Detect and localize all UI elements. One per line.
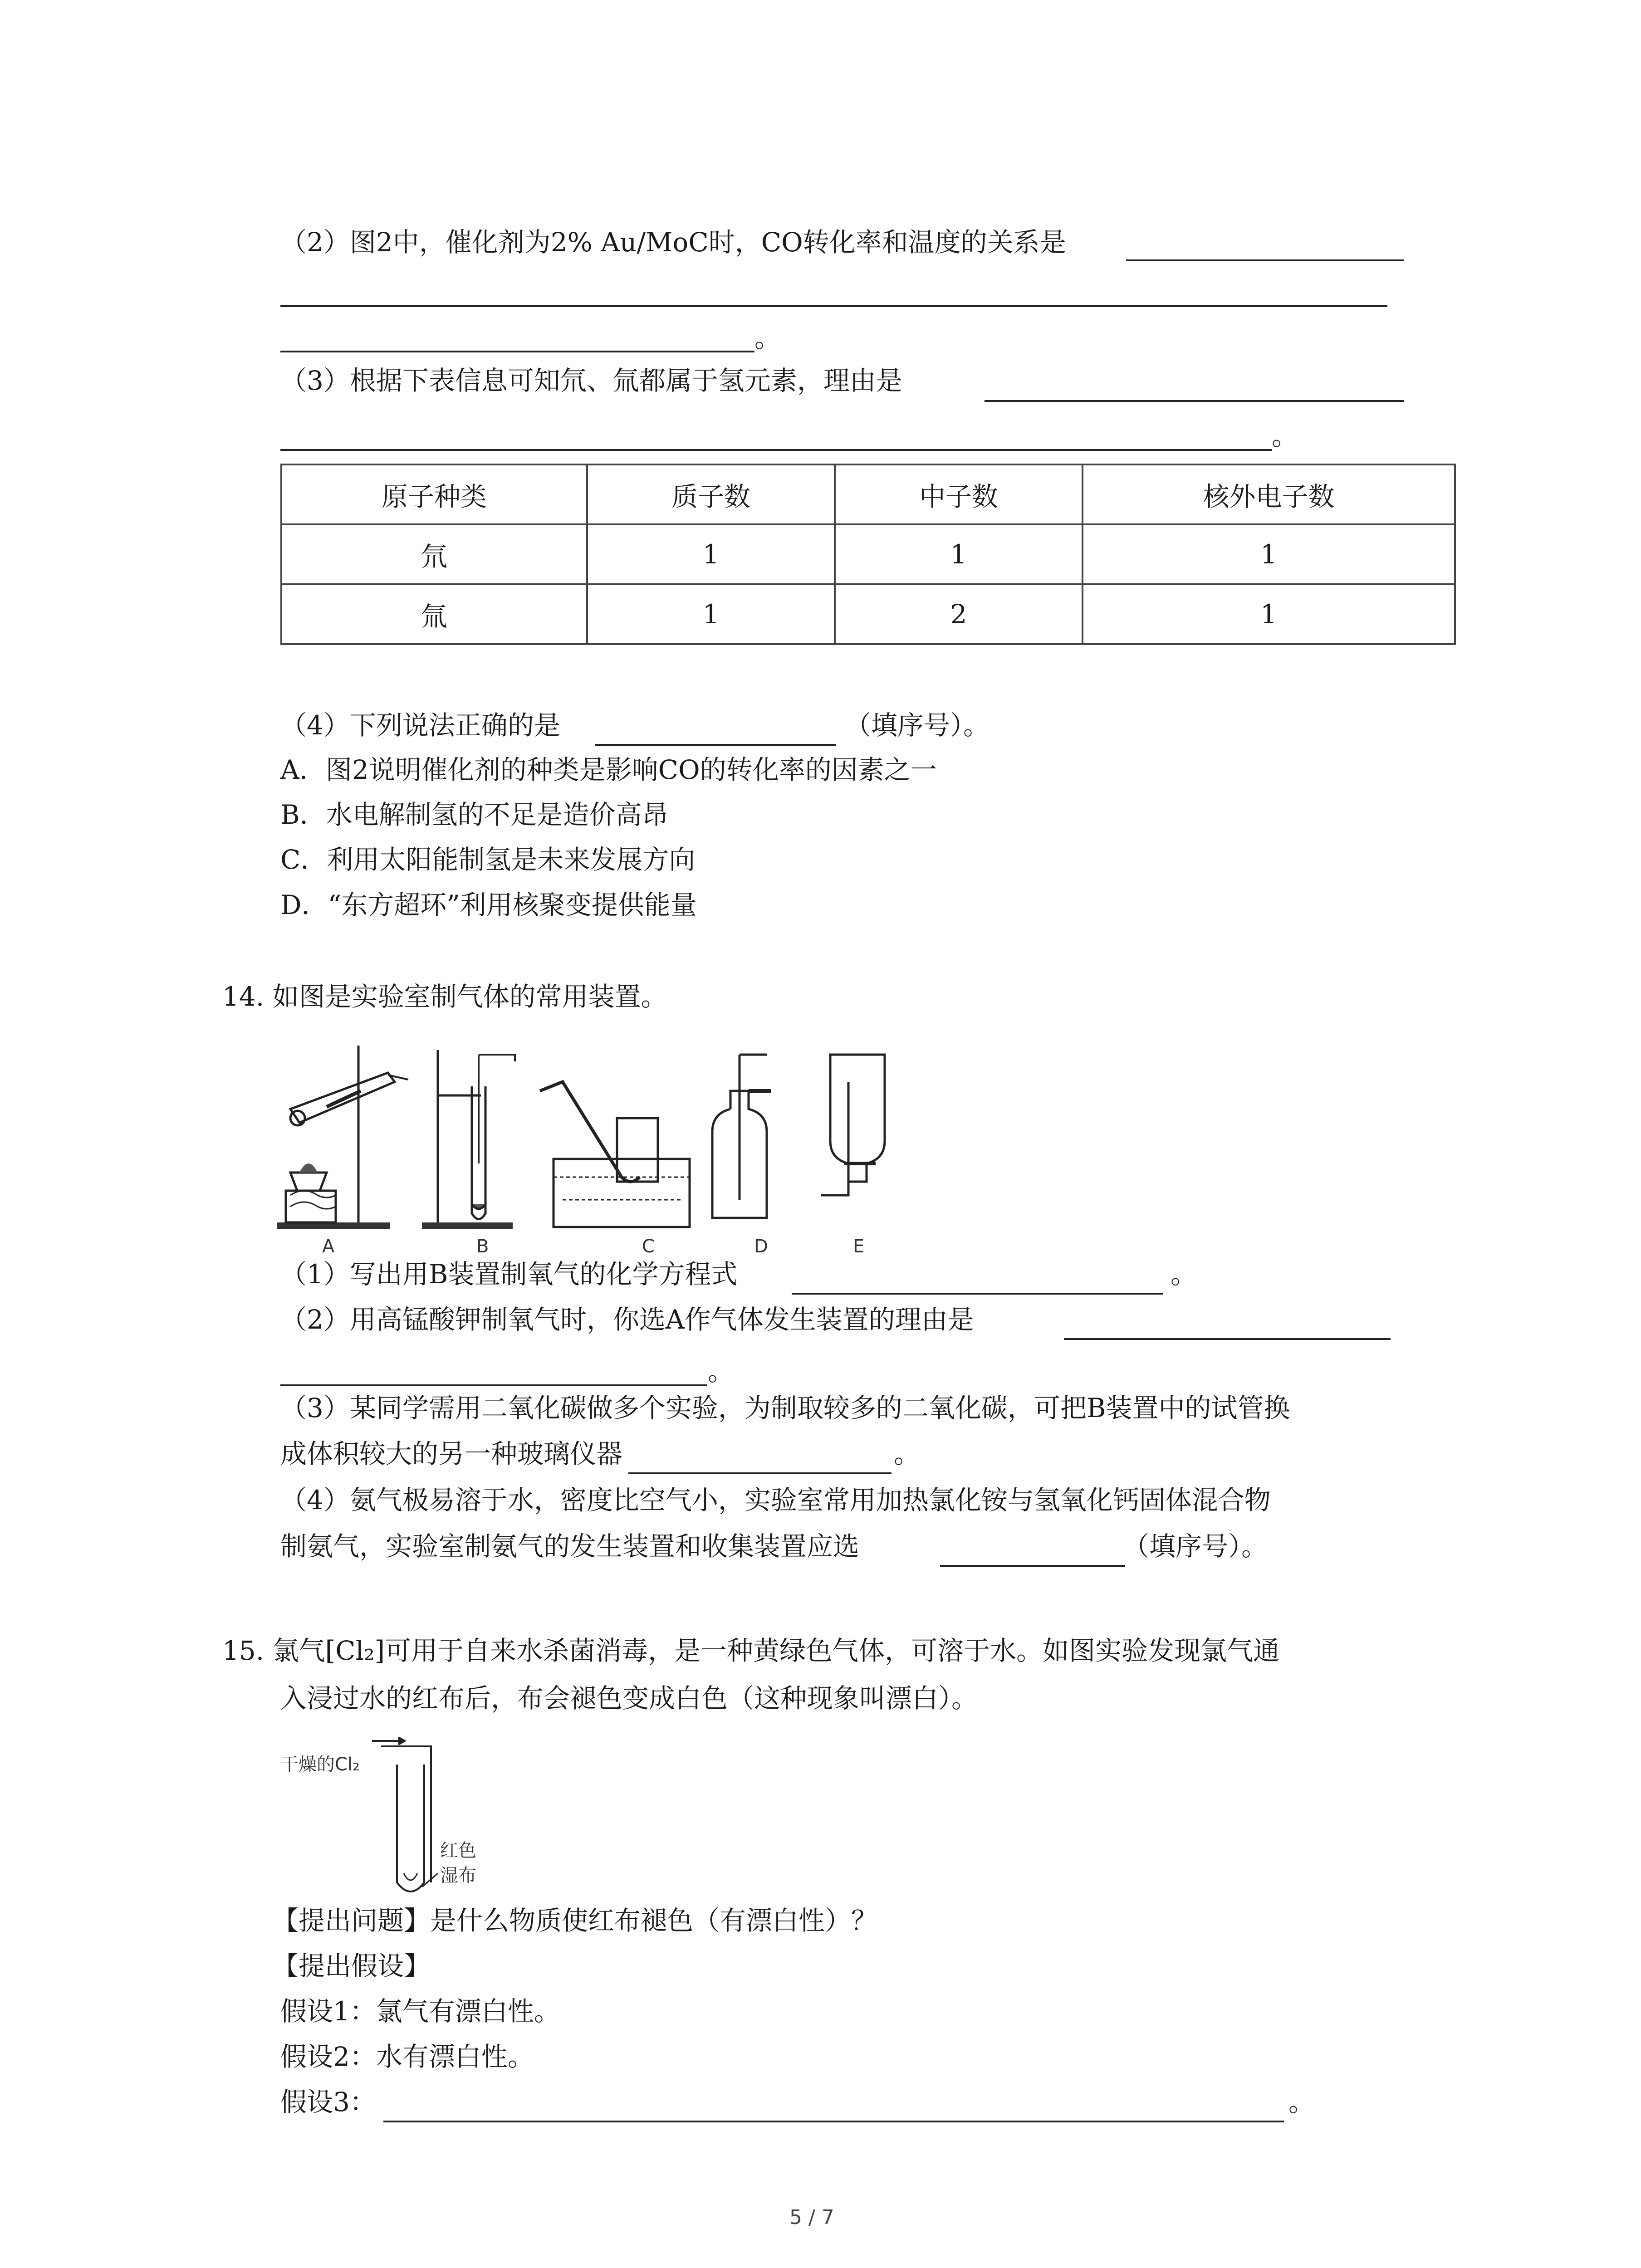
q14-sub3-end: 。 — [894, 1438, 921, 1469]
table-row — [281, 524, 1455, 584]
figure-label-b: B — [476, 1236, 489, 1257]
q14-sub2-blank-2[interactable] — [280, 1384, 707, 1386]
q13-option-c: C．利用太阳能制氢是未来发展方向 — [280, 844, 696, 875]
q13-sub4-tail: （填序号）。 — [845, 710, 990, 741]
table-cell: 1 — [587, 524, 835, 584]
q14-sub1-text: （1）写出用B装置制氧气的化学方程式 — [280, 1259, 738, 1290]
q15-hypothesis-3-label: 假设3： — [280, 2087, 376, 2117]
q14-sub4-line2: 制氨气，实验室制氨气的发生装置和收集装置应选 — [280, 1531, 860, 1562]
q14-sub4-blank[interactable] — [940, 1565, 1125, 1567]
q14-sub4-tail: （填序号）。 — [1123, 1531, 1268, 1562]
q13-sub2-blank-1[interactable] — [1126, 259, 1404, 261]
q13-sub4-text: （4）下列说法正确的是 — [280, 710, 560, 741]
table-cell: 氘 — [281, 524, 587, 584]
q14-sub1-blank[interactable] — [792, 1293, 1163, 1295]
table-header-cell: 核外电子数 — [1083, 464, 1455, 524]
q14-sub2-end: 。 — [708, 1356, 735, 1387]
table-cell: 1 — [835, 524, 1083, 584]
q13-sub2-blank-2[interactable] — [280, 305, 1387, 307]
table-header-cell: 中子数 — [835, 464, 1083, 524]
q15-hypothesis-3-blank[interactable] — [383, 2121, 1284, 2122]
red-cloth-label-2: 湿布 — [440, 1865, 476, 1886]
q15-hypothesis-heading: 【提出假设】 — [272, 1950, 431, 1981]
q14-sub2-blank-1[interactable] — [1064, 1338, 1391, 1340]
q13-sub2-end: 。 — [754, 323, 781, 353]
isotope-table — [280, 464, 1456, 645]
figure-label-c: C — [642, 1236, 655, 1257]
q15-line1: 15. 氯气[Cl₂]可用于自来水杀菌消毒，是一种黄绿色气体，可溶于水。如图实验发现氯气通 — [222, 1635, 1280, 1666]
q13-option-b: B．水电解制氢的不足是造价高昂 — [280, 799, 668, 830]
q15-line2: 入浸过水的红布后，布会褪色变成白色（这种现象叫漂白）。 — [280, 1683, 978, 1714]
q13-sub3-end: 。 — [1272, 420, 1298, 451]
q14-sub4-line1: （4）氨气极易溶于水，密度比空气小，实验室常用加热氯化铵与氢氧化钙固体混合物 — [280, 1485, 1271, 1515]
table-header-row — [281, 464, 1455, 524]
table-header-cell: 原子种类 — [281, 464, 587, 524]
q13-sub3-blank-2[interactable] — [280, 449, 1272, 451]
q14-sub1-end: 。 — [1171, 1259, 1197, 1290]
table-header-cell: 质子数 — [587, 464, 835, 524]
lab-apparatus-figure — [272, 1027, 916, 1236]
table-cell: 1 — [587, 584, 835, 644]
q14-sub2-text: （2）用高锰酸钾制氧气时，你选A作气体发生装置的理由是 — [280, 1304, 974, 1335]
figure-label-d: D — [754, 1236, 768, 1257]
table-cell: 1 — [1083, 524, 1455, 584]
q13-sub2-text: （2）图2中，催化剂为2% Au/MoC时，CO转化率和温度的关系是 — [280, 227, 1066, 258]
table-cell: 2 — [835, 584, 1083, 644]
q14-sub3-line1: （3）某同学需用二氧化碳做多个实验，为制取较多的二氧化碳，可把B装置中的试管换 — [280, 1393, 1290, 1423]
page-number: 5 / 7 — [789, 2206, 834, 2229]
table-cell: 氚 — [281, 584, 587, 644]
q14-stem: 14. 如图是实验室制气体的常用装置。 — [222, 981, 667, 1012]
q13-sub3-blank-1[interactable] — [985, 400, 1404, 402]
figure-label-a: A — [322, 1236, 335, 1257]
red-cloth-label-1: 红色 — [440, 1840, 476, 1861]
table-row — [281, 584, 1455, 644]
q15-hypothesis-3-end: 。 — [1288, 2087, 1315, 2117]
q15-question: 【提出问题】是什么物质使红布褪色（有漂白性）？ — [272, 1905, 878, 1936]
table-cell: 1 — [1083, 584, 1455, 644]
q15-hypothesis-1: 假设1：氯气有漂白性。 — [280, 1996, 560, 2027]
chlorine-gas-label: 干燥的Cl₂ — [280, 1754, 360, 1775]
q13-option-a: A．图2说明催化剂的种类是影响CO的转化率的因素之一 — [280, 754, 937, 785]
q13-sub4-blank[interactable] — [595, 744, 836, 746]
figure-label-e: E — [853, 1236, 865, 1257]
q14-sub3-blank[interactable] — [628, 1472, 892, 1474]
q13-option-d: D．“东方超环”利用核聚变提供能量 — [280, 890, 697, 920]
q14-sub3-line2: 成体积较大的另一种玻璃仪器 — [280, 1438, 623, 1469]
q15-hypothesis-2: 假设2：水有漂白性。 — [280, 2041, 534, 2072]
q13-sub2-blank-3[interactable] — [280, 351, 754, 352]
q13-sub3-text: （3）根据下表信息可知氘、氚都属于氢元素，理由是 — [280, 365, 902, 396]
